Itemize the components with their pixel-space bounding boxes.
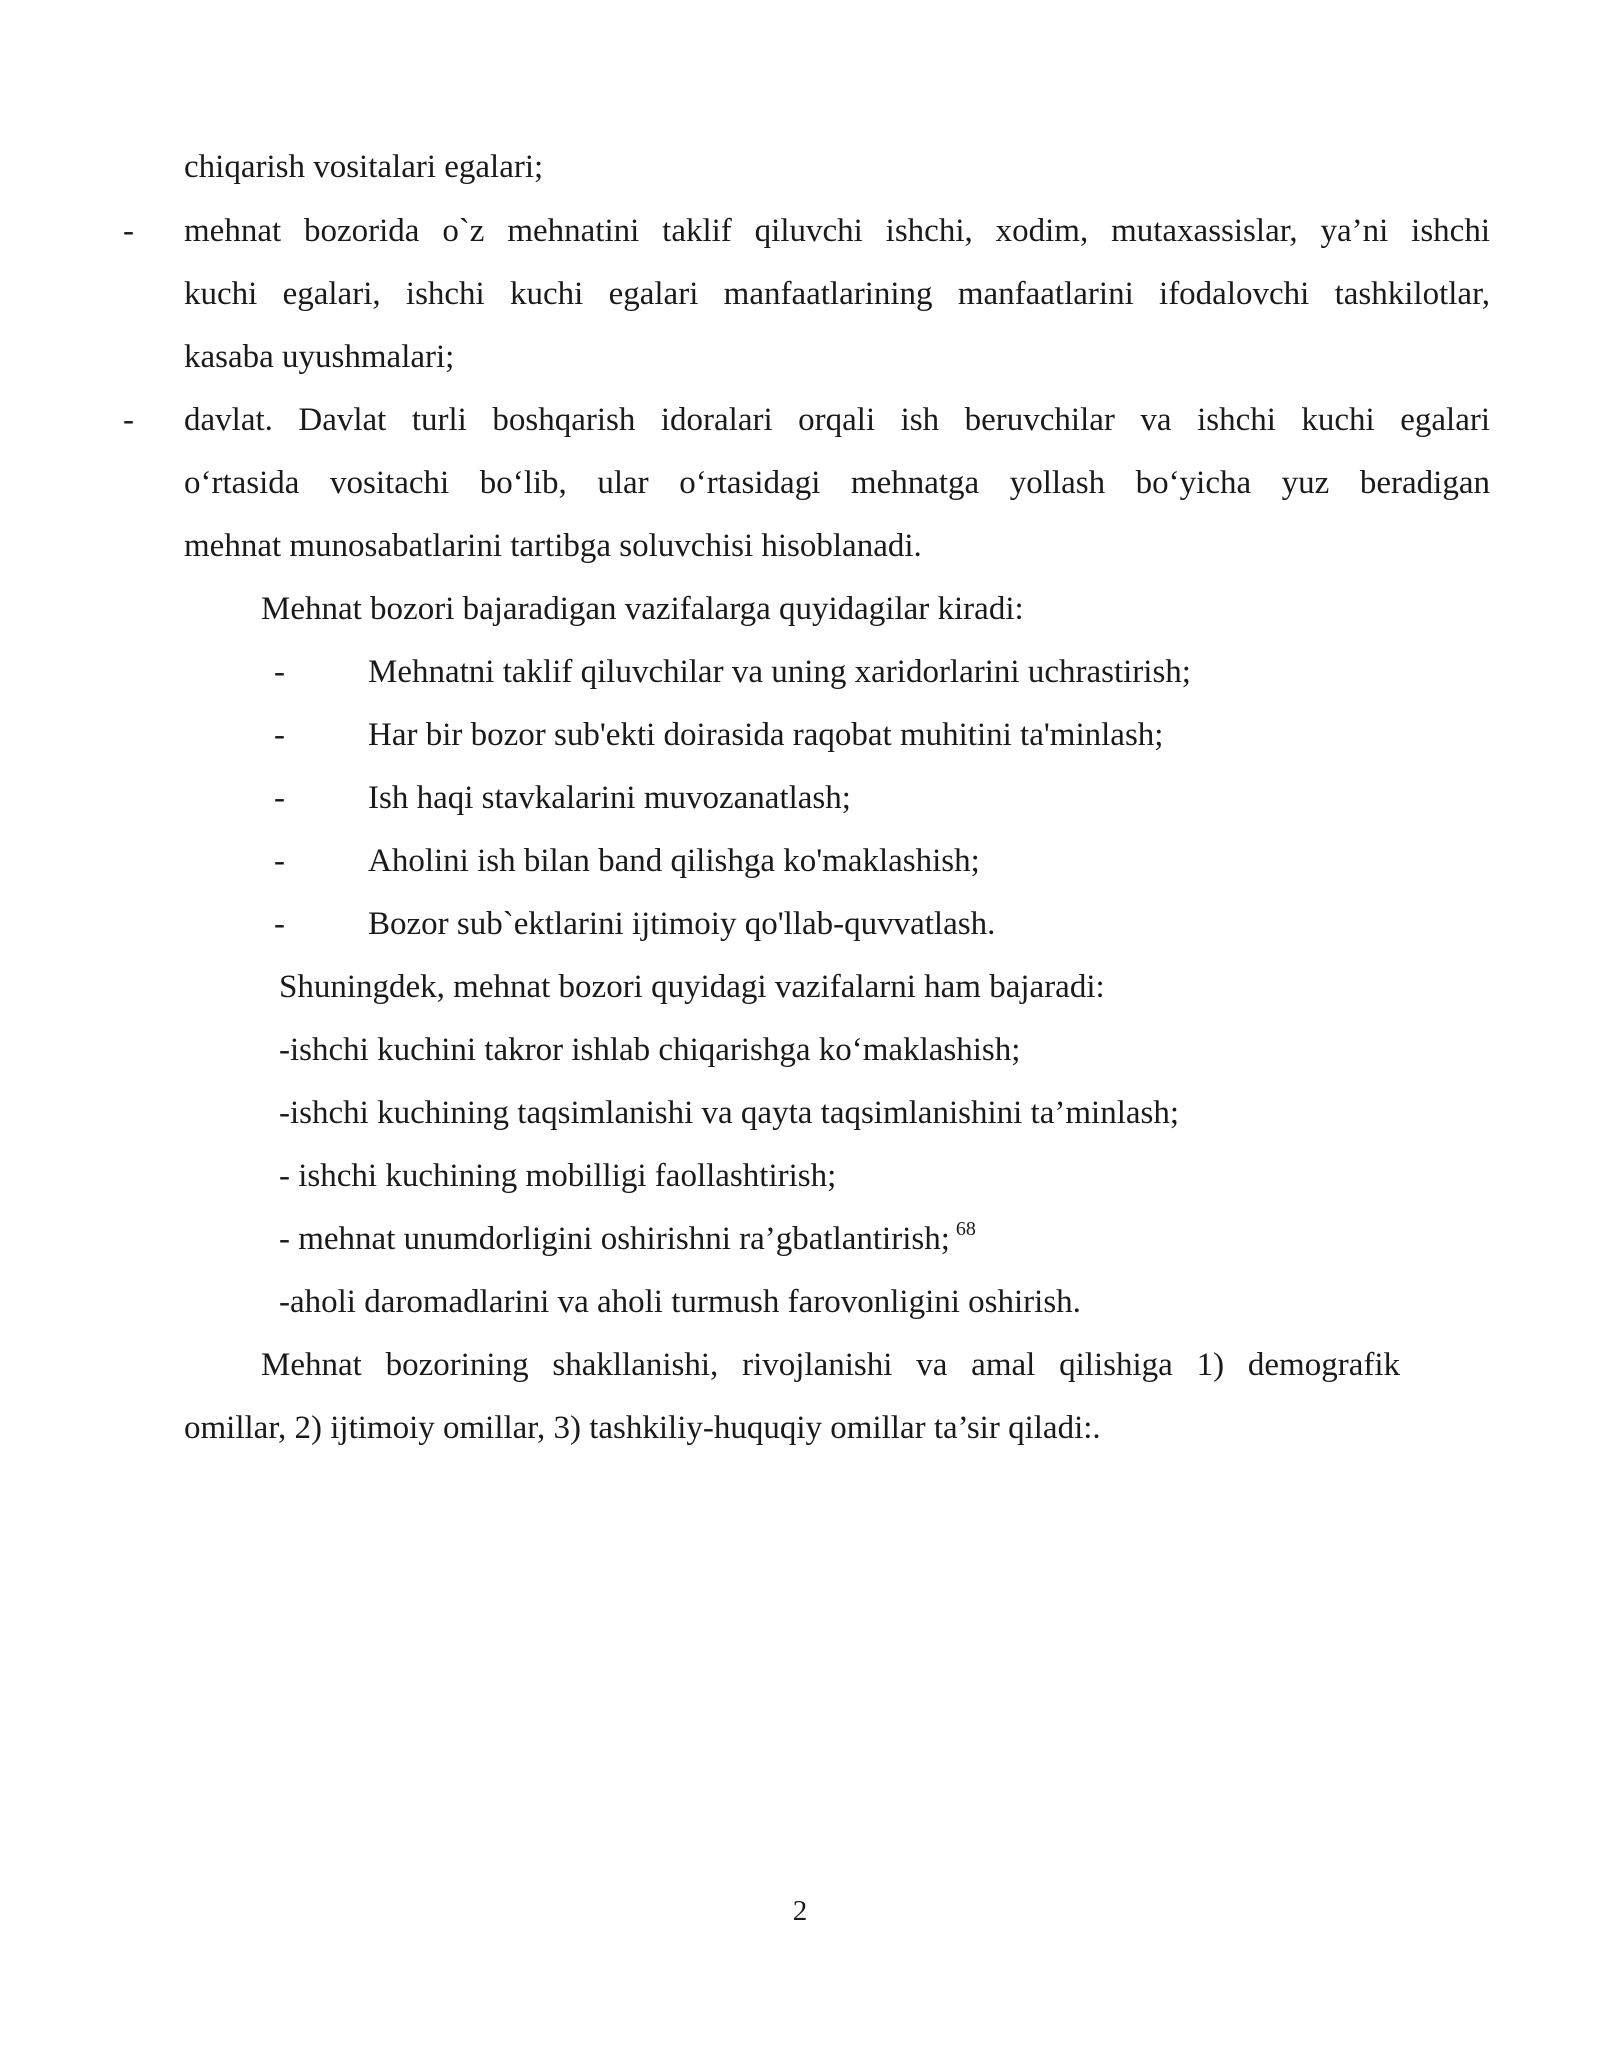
text-line: -aholi daromadlarini va aholi turmush farovonligini oshirish. — [279, 1284, 1081, 1320]
text-line: kasaba uyushmalari; — [184, 339, 455, 375]
list-dash: - — [123, 402, 134, 438]
text-line: chiqarish vositalari egalari; — [184, 149, 544, 185]
list-dash: - — [274, 780, 285, 816]
list-item: Ish haqi stavkalarini muvozanatlash; — [368, 780, 851, 816]
list-dash: - — [274, 654, 285, 690]
text-line: -ishchi kuchining taqsimlanishi va qayta taqsimlanishini ta’minlash; — [279, 1095, 1180, 1131]
list-item: Mehnatni taklif qiluvchilar va uning xaridorlarini uchrastirish; — [368, 654, 1191, 690]
text-line: -ishchi kuchini takror ishlab chiqarishga ko‘maklashish; — [279, 1032, 1021, 1068]
list-item: Bozor sub`ektlarini ijtimoiy qo'llab-quvvatlash. — [368, 906, 996, 942]
page-number: 2 — [792, 1895, 808, 1927]
list-dash: - — [274, 717, 285, 753]
text-line-wrap — [184, 389, 1490, 452]
text-line: Mehnat bozorining shakllanishi, rivojlanishi va amal qilishiga 1) demografik — [261, 1347, 1400, 1383]
text-line: mehnat bozorida o`z mehnatini taklif qiluvchi ishchi, xodim, mutaxassislar, ya’ni ishchi — [184, 213, 1490, 249]
text-line-wrap — [184, 200, 1490, 263]
text-line: Shuningdek, mehnat bozori quyidagi vazifalarni ham bajaradi: — [279, 969, 1105, 1005]
text-line: - ishchi kuchining mobilligi faollashtirish; — [279, 1158, 837, 1194]
text-line: omillar, 2) ijtimoiy omillar, 3) tashkiliy-huquqiy omillar ta’sir qiladi:. — [184, 1410, 1101, 1446]
list-item: Har bir bozor sub'ekti doirasida raqobat muhitini ta'minlash; — [368, 717, 1164, 753]
list-dash: - — [274, 843, 285, 879]
text-line-wrap — [261, 1334, 1400, 1397]
text-line: o‘rtasida vositachi bo‘lib, ular o‘rtasidagi mehnatga yollash bo‘yicha yuz beradigan — [184, 465, 1490, 501]
list-dash: - — [274, 906, 285, 942]
text-line-content: - mehnat unumdorligini oshirishni ra’gbatlantirish; — [279, 1221, 950, 1257]
text-line-wrap — [184, 263, 1490, 326]
text-line: mehnat munosabatlarini tartibga soluvchisi hisoblanadi. — [184, 528, 922, 564]
text-line: Mehnat bozori bajaradigan vazifalarga quyidagilar kiradi: — [261, 591, 1024, 627]
text-line: davlat. Davlat turli boshqarish idoralari orqali ish beruvchilar va ishchi kuchi egalari — [184, 402, 1490, 438]
list-dash: - — [123, 213, 134, 249]
list-item: Aholini ish bilan band qilishga ko'maklashish; — [368, 843, 980, 879]
text-line: kuchi egalari, ishchi kuchi egalari manfaatlarining manfaatlarini ifodalovchi tashkilotlar, — [184, 276, 1490, 312]
text-line — [279, 1208, 976, 1271]
footnote-reference: 68 — [955, 1218, 976, 1240]
text-line-wrap — [184, 452, 1490, 515]
